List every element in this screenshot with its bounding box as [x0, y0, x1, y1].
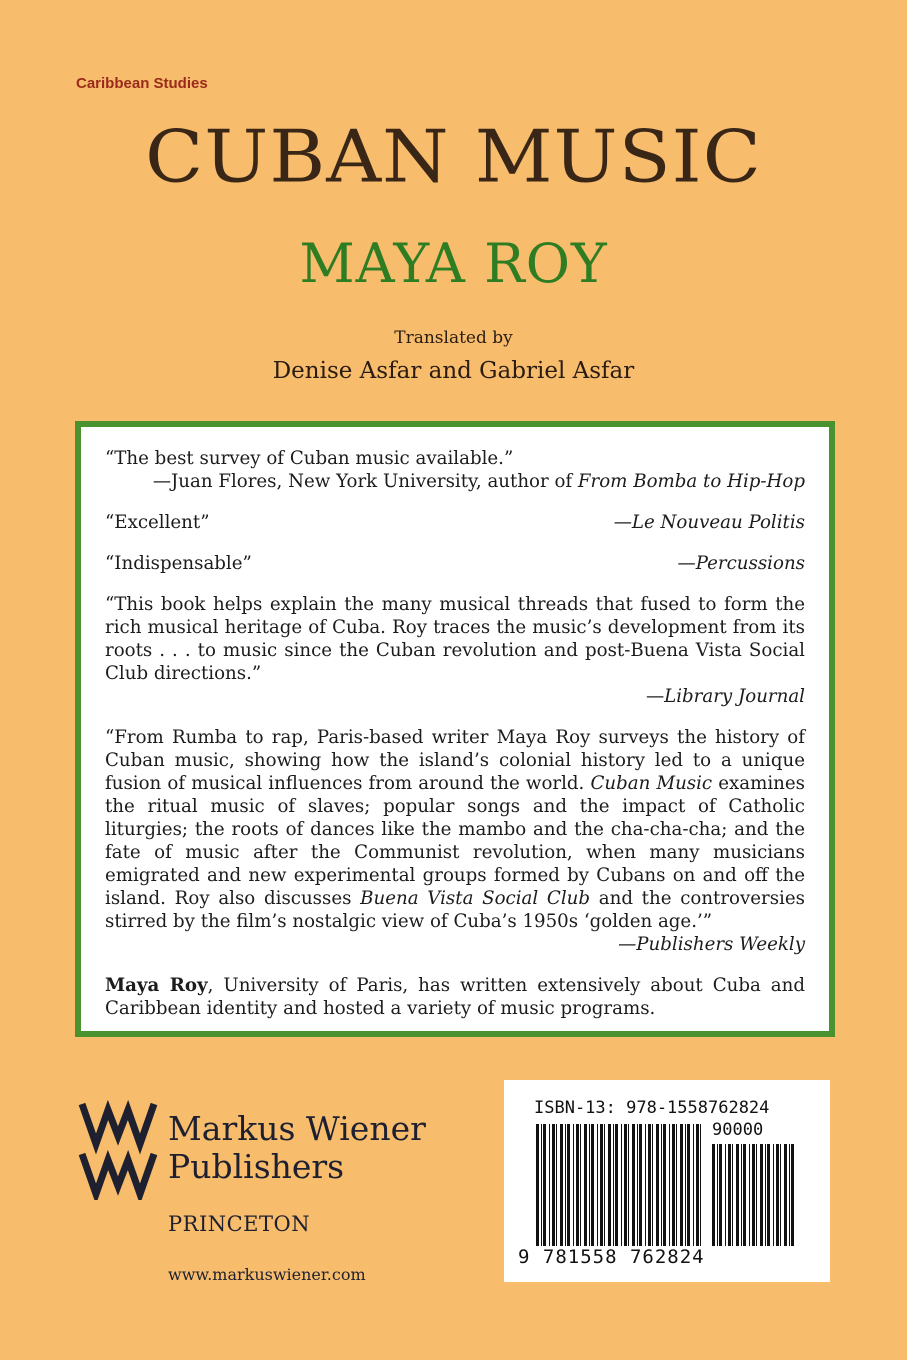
price-code: 90000 [712, 1120, 764, 1140]
bio-text: , University of Paris, has written extensively about Cuba and Caribbean identity and hosted a variety of music programs. [105, 975, 805, 1019]
bio-author-name: Maya Roy [105, 975, 208, 996]
review-text: “Indispensable” [105, 553, 252, 574]
review-text-part: examines the ritual music of slaves; popular songs and the impact of Catholic liturgies; the roots of dances like the mambo and the cha-cha-cha; and the fate of music after the Communist revolution, when many musicians emigrated and new experimental groups formed by Cubans on and off the island. Roy also discusses [105, 773, 805, 909]
publisher-name [168, 1110, 426, 1186]
review-attribution [105, 470, 805, 493]
review-text-part: and the controversies stirred by the film’s nostalgic view of Cuba’s 1950s ‘golden age.’” [105, 888, 805, 932]
book-author: MAYA ROY [299, 232, 608, 295]
review-attribution: —Le Nouveau Politis [613, 512, 805, 533]
review-text-book-title: Cuban Music [590, 773, 713, 794]
attribution-book-title: From Bomba to Hip-Hop [577, 471, 805, 492]
series-label: Caribbean Studies [76, 75, 208, 92]
review-quote-1 [105, 447, 805, 493]
review-quote-2 [105, 511, 805, 534]
review-text: “Excellent” [105, 512, 210, 533]
review-text: “The best survey of Cuban music available.” [105, 448, 514, 469]
review-attribution [105, 685, 805, 708]
review-text: “This book helps explain the many musical threads that fused to form the rich musical heritage of Cuba. Roy traces the music’s development from its roots . . . to music since the Cuban revolution and post-Buena Vista Social Club directions.” [105, 594, 805, 684]
review-quote-5 [105, 726, 805, 956]
barcode-panel [504, 1080, 830, 1282]
publisher-logo-icon [78, 1096, 158, 1200]
attribution-source: —Library Journal [645, 686, 805, 707]
barcode-digits: 9 781558 762824 [518, 1246, 705, 1268]
review-text-part: “From Rumba to rap, Paris-based writer Maya Roy surveys the history of Cuban music, showing how the island’s colonial history led to a unique fusion of musical influences from around the world. [105, 727, 805, 794]
review-text [105, 726, 805, 933]
review-box [75, 421, 835, 1037]
review-attribution: —Percussions [677, 553, 805, 574]
author-bio [105, 974, 805, 1020]
publisher-name-line-2: Publishers [168, 1147, 345, 1186]
publisher-name-line-1: Markus Wiener [168, 1109, 426, 1148]
book-title: CUBAN MUSIC [145, 114, 762, 199]
review-quote-3 [105, 552, 805, 575]
review-text-film-title: Buena Vista Social Club [360, 888, 591, 909]
publisher-url[interactable]: www.markuswiener.com [168, 1265, 366, 1284]
review-attribution [105, 933, 805, 956]
translated-by-label: Translated by [394, 328, 513, 348]
translators: Denise Asfar and Gabriel Asfar [272, 358, 635, 384]
attribution-source: —Publishers Weekly [618, 934, 805, 955]
review-quote-4 [105, 593, 805, 708]
attribution-prefix: —Juan Flores, New York University, author of [152, 471, 578, 492]
isbn-label: ISBN-13: 978-1558762824 [534, 1098, 770, 1118]
publisher-city: PRINCETON [168, 1212, 311, 1236]
